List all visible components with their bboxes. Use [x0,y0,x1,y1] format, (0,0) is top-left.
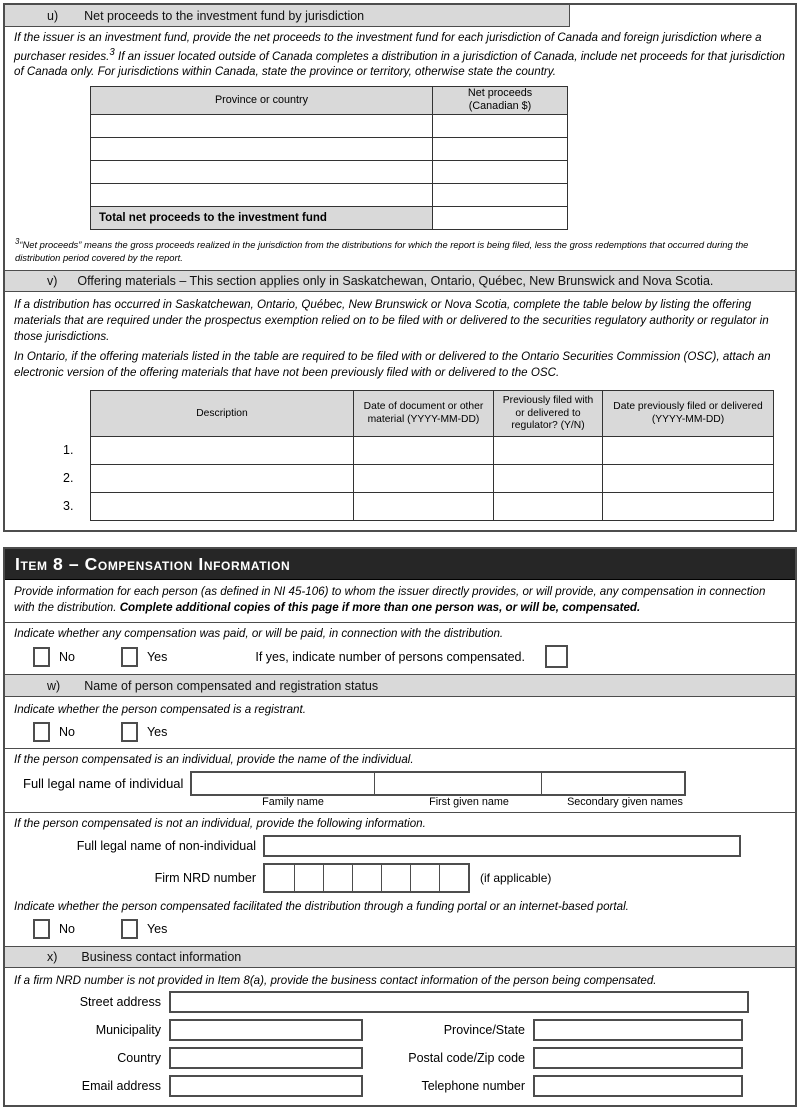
total-row [91,206,568,229]
portal-question: Indicate whether the person compensated facilitated the distribution through a funding portal or an internet-based portal. [14,900,629,914]
province-input-cell-3[interactable] [91,160,433,183]
portal-yes-checkbox[interactable] [121,919,138,939]
municipality-input[interactable] [169,1019,363,1041]
table-row [91,137,568,160]
compensation-no-label: No [59,649,75,664]
municipality-province-row [5,1019,795,1041]
family-name-sublabel: Family name [262,795,324,808]
province-input-cell-2[interactable] [91,137,433,160]
row-number-2: 2. [63,471,74,486]
email-address-label: Email address [81,1078,161,1093]
section-x-header [5,946,795,968]
description-input-1[interactable] [91,437,354,465]
item-8-title: Item 8 – Compensation Information [15,553,291,574]
section-u-instructions-part1: If the issuer is an investment fund, provide the net proceeds to the investment fund for each jurisdiction of Canada and foreign jurisdiction where a purchaser resides. [14,31,762,63]
street-address-row [5,991,795,1013]
portal-no-checkbox[interactable] [33,919,50,939]
total-net-proceeds-label: Total net proceeds to the investment fund [91,206,433,229]
col-header-previously-filed: Previously filed with or delivered to regulator? (Y/N) [494,391,603,437]
country-label: Country [117,1050,161,1065]
first-given-name-input[interactable] [374,773,541,794]
individual-instruction: If the person compensated is an individual, provide the name of the individual. [14,753,414,767]
section-v-title: Offering materials – This section applies only in Saskatchewan, Ontario, Québec, New Brunswick and Nova Scotia. [77,274,714,289]
section-x-id: x) [47,949,58,964]
table-row [91,114,568,137]
section-w-header [5,675,795,697]
first-given-name-sublabel: First given name [429,795,509,808]
country-postal-row [5,1047,795,1069]
individual-name-sublabels [201,796,795,812]
full-legal-name-non-individual-label: Full legal name of non-individual [76,839,256,854]
registrant-no-checkbox[interactable] [33,722,50,742]
row-number-3: 3. [63,499,74,514]
if-yes-persons-label: If yes, indicate number of persons compensated. [255,649,525,664]
offering-materials-row-numbers [62,390,90,521]
row-number-1: 1. [63,443,74,458]
table-row [91,183,568,206]
section-u-id: u) [47,8,59,23]
section-v-instructions-1: If a distribution has occurred in Saskatchewan, Ontario, Québec, New Brunswick or Nova Scotia, complete the table below by listing the offering materials that are required under the prospectus exemption relied on to be filed with or delivered to the securities regulatory authority or regulator in those jurisdictions. [14,298,769,343]
province-state-input[interactable] [533,1019,743,1041]
email-address-input[interactable] [169,1075,363,1097]
offering-materials-table [90,390,774,521]
portal-yes-label: Yes [146,921,168,936]
telephone-number-input[interactable] [533,1075,743,1097]
footnote-net-proceeds: $^3$“Net proceeds” means the gross proceeds realized in the jurisdiction from the distributions for which the report is being filed, less the gross redemptions that occurred during the distribution period covered by the report. [15,236,749,263]
street-address-input[interactable] [169,991,749,1013]
province-input-cell-1[interactable] [91,114,433,137]
nrd-digit-input-5[interactable] [381,865,410,891]
section-x-title: Business contact information [81,949,242,964]
table-row [91,437,774,465]
net-proceeds-table [90,86,568,230]
item-8-box [3,547,797,1106]
nrd-digit-input-3[interactable] [323,865,352,891]
portal-no-label: No [59,921,75,936]
net-proceeds-input-cell-2[interactable] [433,137,568,160]
offering-materials-area [62,390,795,521]
table-row [91,465,774,493]
firm-nrd-number-input-group [263,863,470,893]
section-v-header [5,270,795,292]
secondary-given-names-sublabel: Secondary given names [567,795,683,808]
description-input-2[interactable] [91,465,354,493]
section-u-header [5,5,570,27]
nrd-digit-input-7[interactable] [439,865,468,891]
section-w-id: w) [47,678,61,693]
table-row [91,160,568,183]
section-u-instructions-part2: If an issuer located outside of Canada completes a distribution in a jurisdiction of Canada, include net proceeds for that jurisdiction of Canada only. For jurisdictions within Canada, state the province or territory, otherwise state the country. [14,49,785,79]
col-header-province-or-country: Province or country [91,86,433,114]
compensation-yes-checkbox[interactable] [121,647,138,667]
date-of-document-input-1[interactable] [354,437,494,465]
compensation-no-checkbox[interactable] [33,647,50,667]
compensation-yes-label: Yes [146,649,168,664]
previously-filed-input-1[interactable] [494,437,603,465]
street-address-label: Street address [79,994,161,1009]
total-net-proceeds-input-cell[interactable] [433,206,568,229]
item-8-title-bar [5,549,795,580]
previously-filed-input-2[interactable] [494,465,603,493]
net-proceeds-input-cell-4[interactable] [433,183,568,206]
registrant-question-block [5,697,795,749]
secondary-given-names-input[interactable] [541,773,684,794]
compensation-question-block [5,623,795,676]
nrd-digit-input-1[interactable] [265,865,294,891]
registrant-yes-label: Yes [146,725,168,740]
date-previously-filed-input-3[interactable] [603,493,774,521]
business-contact-instruction: If a firm NRD number is not provided in Item 8(a), provide the business contact information of the person being compensated. [14,973,657,987]
col-header-description: Description [91,391,354,437]
date-of-document-input-3[interactable] [354,493,494,521]
section-u-instructions [5,27,795,82]
nrd-digit-input-6[interactable] [410,865,439,891]
municipality-label: Municipality [95,1022,161,1037]
individual-name-block [5,749,795,813]
footnote-ref-3: 3 [109,46,115,58]
description-input-3[interactable] [91,493,354,521]
non-individual-name-input[interactable] [263,835,741,857]
nrd-digit-input-2[interactable] [294,865,323,891]
business-contact-block [5,968,795,1097]
previously-filed-input-3[interactable] [494,493,603,521]
col-header-date-of-document: Date of document or other material (YYYY-MM-DD) [354,391,494,437]
table-row [91,493,774,521]
province-input-cell-4[interactable] [91,183,433,206]
section-w-title: Name of person compensated and registration status [84,678,379,693]
postal-code-label: Postal code/Zip code [408,1050,525,1065]
email-phone-row [5,1075,795,1097]
postal-code-input[interactable] [533,1047,743,1069]
section-u-v-box [3,3,797,532]
full-legal-name-individual-label: Full legal name of individual [23,775,184,791]
item-8-instructions: Provide information for each person (as defined in NI 45-106) to whom the issuer directly provides, or will provide, any compensation in connection with the distribution. Complete additional copies of this page if more than one person was, or will be, compensated. [5,580,795,622]
col-header-net-proceeds: Net proceeds (Canadian $) [433,86,568,114]
section-v-id: v) [47,274,58,289]
section-v-instructions-2: In Ontario, if the offering materials listed in the table are required to be filed with or delivered to the Ontario Securities Commission (OSC), attach an electronic version of the offering materials that have not been previously filed with or delivered to the OSC. [14,350,771,379]
date-previously-filed-input-1[interactable] [603,437,774,465]
registrant-yes-checkbox[interactable] [121,722,138,742]
net-proceeds-input-cell-3[interactable] [433,160,568,183]
non-individual-instruction: If the person compensated is not an individual, provide the following information. [14,816,426,830]
firm-nrd-number-label: Firm NRD number [154,871,256,886]
col-header-date-previously-filed: Date previously filed or delivered (YYYY-MM-DD) [603,391,774,437]
family-name-input[interactable] [192,773,374,794]
telephone-number-label: Telephone number [421,1078,525,1093]
net-proceeds-input-cell-1[interactable] [433,114,568,137]
country-input[interactable] [169,1047,363,1069]
registrant-no-label: No [59,725,75,740]
date-previously-filed-input-2[interactable] [603,465,774,493]
section-u-title: Net proceeds to the investment fund by jurisdiction [84,8,365,23]
if-applicable-label: (if applicable) [480,871,552,886]
compensation-question: Indicate whether any compensation was paid, or will be paid, in connection with the distribution. [14,626,504,640]
persons-compensated-count-input[interactable] [545,645,568,668]
individual-name-input-group [190,771,686,796]
date-of-document-input-2[interactable] [354,465,494,493]
nrd-digit-input-4[interactable] [352,865,381,891]
province-state-label: Province/State [443,1022,525,1037]
non-individual-block [5,813,795,946]
registrant-question: Indicate whether the person compensated is a registrant. [14,703,306,717]
